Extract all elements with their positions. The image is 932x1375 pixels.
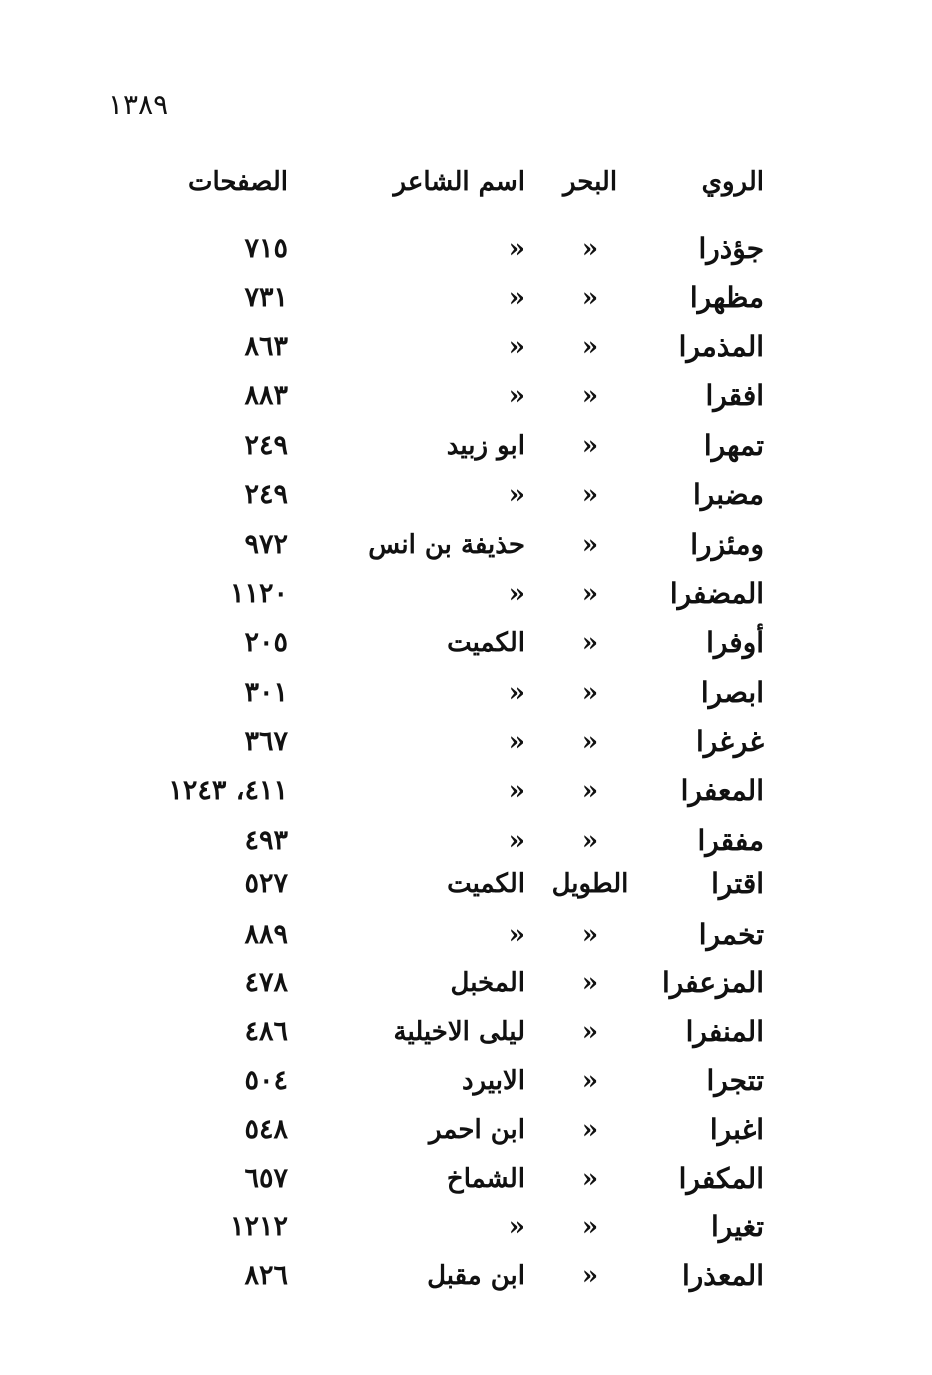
poet-cell: المخبل [450,968,525,998]
poet-cell: « [508,234,525,264]
table-row [0,574,932,614]
table-row [0,1110,932,1150]
poet-cell: الكميت [447,869,525,899]
meter-cell: « [581,1261,599,1291]
pages-cell: ٧١٥ [244,233,288,264]
table-row [0,821,932,861]
pages-cell: ٨٨٩ [244,919,288,950]
meter-cell: « [581,1212,599,1242]
table-row [0,1012,932,1052]
table-row [0,1207,932,1247]
rhyme-cell: المعذرا [681,1259,764,1292]
table-row [0,327,932,367]
table-row [0,771,932,811]
rhyme-cell: المذمرا [678,330,764,363]
table-row [0,278,932,318]
meter-cell: « [581,1017,599,1047]
rhyme-cell: غرغرا [696,725,764,758]
rhyme-cell: جؤذرا [698,232,764,265]
table-row [0,525,932,565]
poet-cell: « [508,332,525,362]
pages-cell: ١١٢٠ [229,578,288,609]
pages-cell: ٨٦٣ [244,331,288,362]
table-row [0,915,932,955]
meter-cell: « [581,628,599,658]
rhyme-cell: مفقرا [697,824,764,857]
rhyme-cell: اقترا [711,867,764,900]
header-meter: البحر [562,167,618,197]
poet-cell: الكميت [447,628,525,658]
table-row [0,1159,932,1199]
table-row [0,623,932,663]
poet-cell: الابيرد [461,1066,525,1096]
rhyme-cell: تخمرا [698,918,764,951]
pages-cell: ٧٣١ [244,282,288,313]
pages-cell: ٤٧٨ [244,967,288,998]
meter-cell: « [581,579,599,609]
pages-cell: ٢٠٥ [244,627,288,658]
pages-cell: ٢٤٩ [244,430,288,461]
pages-cell: ١٢١٢ [229,1211,288,1242]
header-pages: الصفحات [187,167,288,197]
rhyme-cell: اغبرا [709,1113,764,1146]
meter-cell: « [581,826,599,856]
poet-cell: ابو زبيد [446,431,525,461]
pages-cell: ٥٢٧ [244,868,288,899]
rhyme-cell: المكفرا [678,1162,764,1195]
poet-cell: ابن مقبل [427,1261,525,1291]
pages-cell: ٨٨٣ [244,380,288,411]
meter-cell: « [581,920,599,950]
table-row [0,864,932,904]
meter-cell: « [581,1164,599,1194]
rhyme-cell: المنفرا [685,1015,764,1048]
pages-cell: ٣٠١ [244,677,288,708]
table-row [0,426,932,466]
rhyme-cell: ومئزرا [690,528,764,561]
table-row [0,722,932,762]
rhyme-cell: المضفرا [669,577,764,610]
poet-cell: « [508,381,525,411]
meter-cell: « [581,480,599,510]
meter-cell: « [581,1066,599,1096]
rhyme-cell: مضبرا [693,478,764,511]
poet-cell: « [508,579,525,609]
table-row [0,229,932,269]
poet-cell: الشماخ [446,1164,525,1194]
poet-cell: « [508,1212,525,1242]
poet-cell: ليلى الاخيلية [393,1017,525,1047]
table-header [0,162,932,202]
table-row [0,475,932,515]
pages-cell: ٣٦٧ [244,726,288,757]
table-row [0,1061,932,1101]
meter-cell: الطويل [551,869,629,899]
poet-cell: « [508,480,525,510]
pages-cell: ٤٩٣ [244,825,288,856]
rhyme-cell: افقرا [705,379,764,412]
table-row [0,1256,932,1296]
rhyme-cell: تمهرا [703,429,764,462]
pages-cell: ٨٢٦ [244,1260,288,1291]
poet-cell: حذيفة بن انس [368,530,525,560]
header-poet: اسم الشاعر [393,167,525,197]
table-row [0,963,932,1003]
meter-cell: « [581,1115,599,1145]
meter-cell: « [581,727,599,757]
meter-cell: « [581,234,599,264]
table-row [0,376,932,416]
meter-cell: « [581,776,599,806]
poet-cell: ابن احمر [429,1115,525,1145]
page-number: ١٣٨٩ [108,88,169,121]
pages-cell: ٦٥٧ [244,1163,288,1194]
table-row [0,673,932,713]
rhyme-cell: المزعفرا [661,966,764,999]
pages-cell: ٢٤٩ [244,479,288,510]
meter-cell: « [581,530,599,560]
meter-cell: « [581,332,599,362]
meter-cell: « [581,968,599,998]
rhyme-cell: المعفرا [680,774,764,807]
poet-cell: « [508,283,525,313]
poet-cell: « [508,727,525,757]
pages-cell: ٥٤٨ [244,1114,288,1145]
pages-cell: ٤٨٦ [244,1016,288,1047]
rhyme-cell: تتجرا [706,1064,764,1097]
rhyme-cell: ابصرا [700,676,764,709]
meter-cell: « [581,431,599,461]
meter-cell: « [581,678,599,708]
pages-cell: ٤١١، ١٢٤٣ [168,775,288,806]
poet-cell: « [508,920,525,950]
rhyme-cell: أوفرا [706,626,764,659]
rhyme-cell: مظهرا [689,281,764,314]
header-rhyme: الروي [701,167,764,197]
meter-cell: « [581,283,599,313]
rhyme-cell: تغيرا [711,1210,764,1243]
pages-cell: ٥٠٤ [244,1065,288,1096]
poet-cell: « [508,776,525,806]
meter-cell: « [581,381,599,411]
poet-cell: « [508,678,525,708]
poet-cell: « [508,826,525,856]
pages-cell: ٩٧٢ [244,529,288,560]
